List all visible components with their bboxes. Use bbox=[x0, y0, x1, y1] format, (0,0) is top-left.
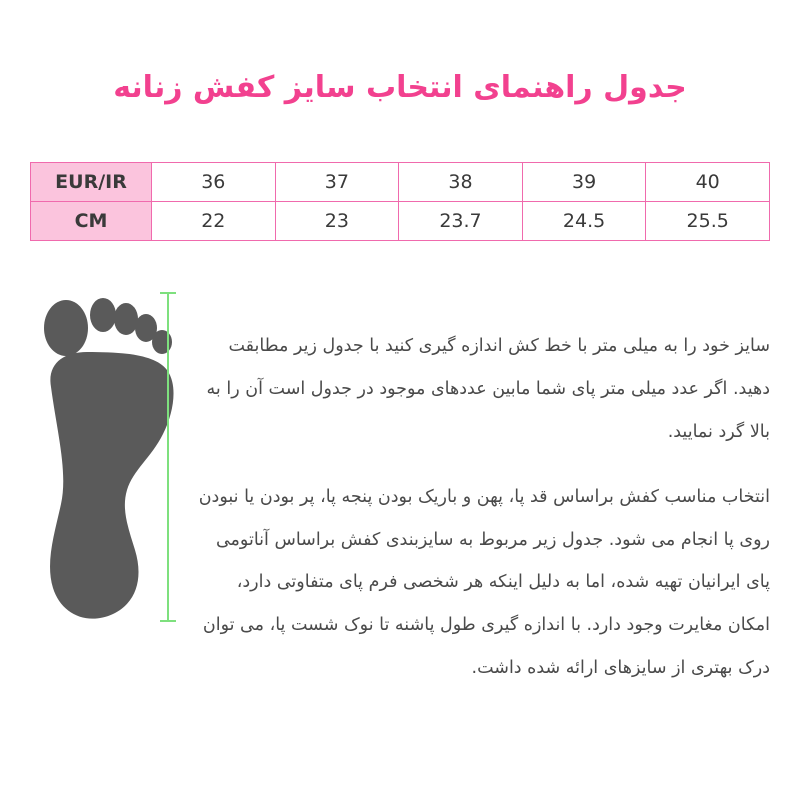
cell-eur-3: 38 bbox=[399, 163, 523, 202]
foot-sole-icon bbox=[35, 292, 180, 632]
instructions-text bbox=[190, 325, 770, 690]
paragraph-fit-notes: انتخاب مناسب کفش براساس قد پا، پهن و باریک بودن پنجه پا، پر بودن یا نبودن روی پا انجام می شود. جدول زیر مربوط به سایزبندی کفش براساس آناتومی پای ایرانیان تهیه شده، اما به دلیل اینکه هر شخصی فرم پای متفاوتی دارد، امکان مغایرت وجود دارد. با اندازه گیری طول پاشنه تا نوک شست پا، می توان درک بهتری از سایزهای ارائه شده داشت. bbox=[198, 486, 770, 679]
paragraph-measure-instructions: سایز خود را به میلی متر با خط کش اندازه گیری کنید با جدول زیر مطابقت دهید. اگر عدد میلی متر پای شما مابین عددهای موجود در جدول است آن را به بالا گرد نمایید. bbox=[206, 336, 770, 442]
cell-cm-2: 23 bbox=[275, 202, 399, 241]
cell-cm-4: 24.5 bbox=[522, 202, 646, 241]
row-header-eur: EUR/IR bbox=[31, 163, 152, 202]
cell-eur-2: 37 bbox=[275, 163, 399, 202]
cell-cm-1: 22 bbox=[152, 202, 276, 241]
size-chart-table bbox=[30, 162, 770, 241]
cell-cm-3: 23.7 bbox=[399, 202, 523, 241]
vertical-measure-line-icon bbox=[160, 292, 176, 622]
table-row bbox=[31, 202, 770, 241]
cell-eur-4: 39 bbox=[522, 163, 646, 202]
page-title: جدول راهنمای انتخاب سایز کفش زنانه bbox=[113, 70, 687, 105]
cell-eur-1: 36 bbox=[152, 163, 276, 202]
cell-eur-5: 40 bbox=[646, 163, 770, 202]
row-header-cm: CM bbox=[31, 202, 152, 241]
table-row bbox=[31, 163, 770, 202]
cell-cm-5: 25.5 bbox=[646, 202, 770, 241]
